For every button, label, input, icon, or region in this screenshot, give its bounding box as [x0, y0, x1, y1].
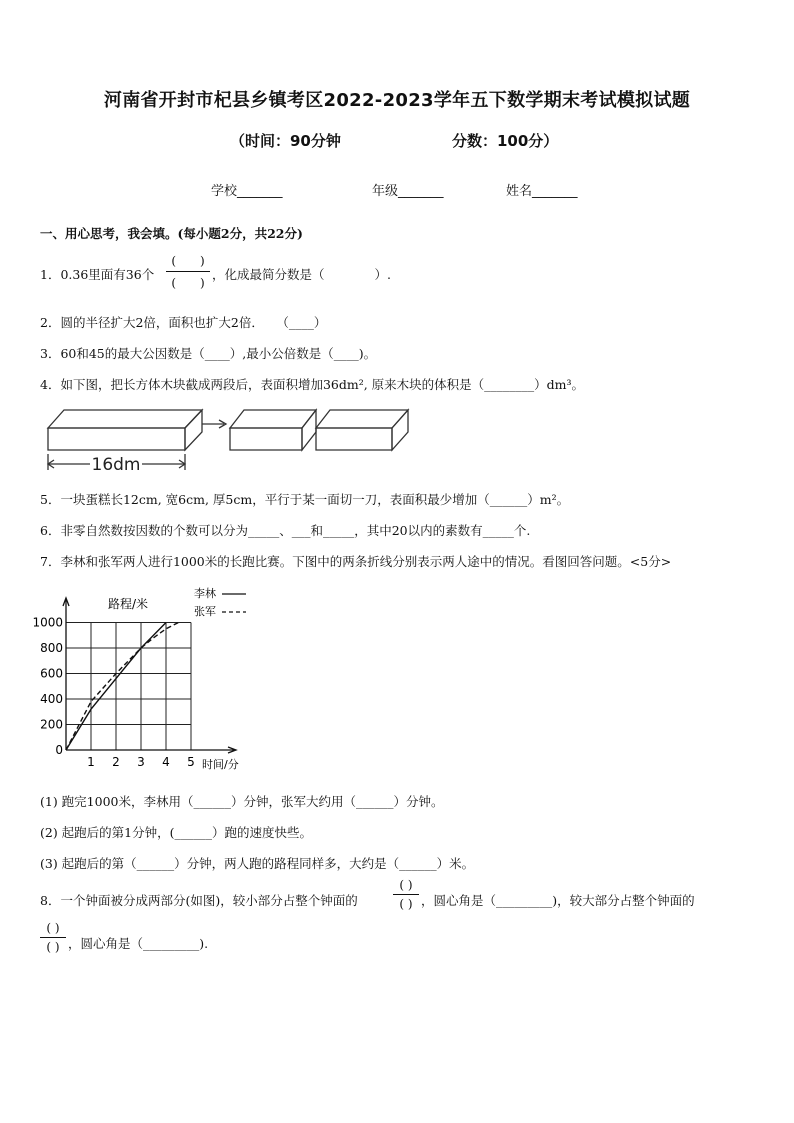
question-7-sub-3: (3) 起跑后的第（______）分钟，两人跑的路程同样多，大约是（______）米。: [40, 856, 475, 871]
question-8-part-c: ，圆心角是（_________).: [68, 936, 209, 951]
question-8-part-b: ，圆心角是（_________)，较大部分占整个钟面的: [421, 893, 695, 908]
length-label: 16dm: [91, 455, 141, 475]
x-tick-label: 2: [112, 755, 120, 769]
chart-y-axis-label: 路程/米: [108, 597, 149, 611]
question-3: 3．60和45的最大公因数是（____）,最小公倍数是（____)。: [40, 346, 377, 361]
exam-score: 分数：100分）: [452, 132, 559, 150]
question-7-sub-1: (1) 跑完1000米，李林用（______）分钟，张军大约用（______）分钟。: [40, 794, 444, 809]
y-tick-label: 0: [55, 743, 63, 757]
fraction-numerator: ( ): [171, 254, 205, 268]
x-tick-label: 5: [187, 755, 195, 769]
chart-legend: [194, 586, 246, 618]
block-piece-2: [316, 410, 408, 450]
question-1-fraction: [166, 252, 210, 291]
chart-tick-labels: [32, 616, 194, 770]
question-8-part-a: 8．一个钟面被分成两部分(如图)，较小部分占整个钟面的: [40, 893, 358, 908]
y-tick-label: 1000: [32, 615, 63, 630]
x-tick-label: 4: [162, 755, 170, 769]
fraction-bar: [40, 937, 66, 938]
y-tick-label: 800: [40, 641, 63, 655]
section-heading: 一、用心思考，我会填。(每小题2分，共22分): [40, 226, 303, 241]
fraction-denominator: ( ): [399, 897, 413, 911]
y-tick-label: 600: [40, 666, 63, 681]
name-field[interactable]: 姓名_______: [506, 184, 578, 199]
y-tick-label: 200: [40, 717, 63, 732]
exam-time: （时间：90分钟: [230, 132, 341, 150]
chart-series: [66, 623, 179, 751]
chart-x-axis-label: 时间/分: [202, 758, 239, 771]
legend-label-lilin: 李林: [194, 587, 216, 600]
question-4: 4．如下图，把长方体木块截成两段后，表面积增加36dm², 原来木块的体积是（________）dm³。: [40, 377, 585, 392]
fraction-denominator: ( ): [171, 276, 205, 290]
chart-axes: [63, 598, 236, 753]
question-7: 7．李林和张军两人进行1000米的长跑比赛。下图中的两条折线分别表示两人途中的情况。看图回答问题。<5分>: [40, 554, 672, 569]
x-tick-label: 1: [87, 755, 95, 769]
question-2: 2．圆的半径扩大2倍，面积也扩大2倍． （____）: [40, 315, 327, 330]
page-title: 河南省开封市杞县乡镇考区2022-2023学年五下数学期末考试模拟试题: [103, 90, 691, 111]
series-line-zhangjun: [66, 623, 179, 751]
question-8-fraction-2: [40, 921, 66, 954]
question-8-fraction-1: [393, 878, 419, 911]
distance-time-chart: [28, 580, 268, 780]
question-5: 5．一块蛋糕长12cm, 宽6cm, 厚5cm，平行于某一面切一刀，表面积最少增加（______）m²。: [40, 492, 570, 507]
grade-field[interactable]: 年级_______: [372, 184, 444, 199]
fraction-numerator: ( ): [46, 921, 60, 935]
fraction-bar: [166, 271, 210, 272]
long-block: [48, 410, 202, 450]
question-6: 6．非零自然数按因数的个数可以分为_____、___和_____，其中20以内的素数有_____个.: [40, 523, 531, 538]
school-field[interactable]: 学校_______: [211, 184, 283, 199]
chart-grid: [66, 623, 191, 751]
question-1-part-b: ，化成最简分数是（ ）.: [212, 267, 391, 282]
fraction-bar: [393, 894, 419, 895]
fraction-denominator: ( ): [46, 940, 60, 954]
arrow-icon: [202, 420, 226, 428]
question-7-sub-2: (2) 起跑后的第1分钟，(______）跑的速度快些。: [40, 825, 313, 840]
block-piece-1: [230, 410, 316, 450]
question-1-part-a: 1．0.36里面有36个: [40, 267, 155, 282]
x-tick-label: 3: [137, 755, 145, 769]
fraction-numerator: ( ): [399, 878, 413, 892]
legend-label-zhangjun: 张军: [194, 605, 216, 618]
wood-block-figure: [40, 398, 420, 476]
y-tick-label: 400: [40, 692, 63, 706]
